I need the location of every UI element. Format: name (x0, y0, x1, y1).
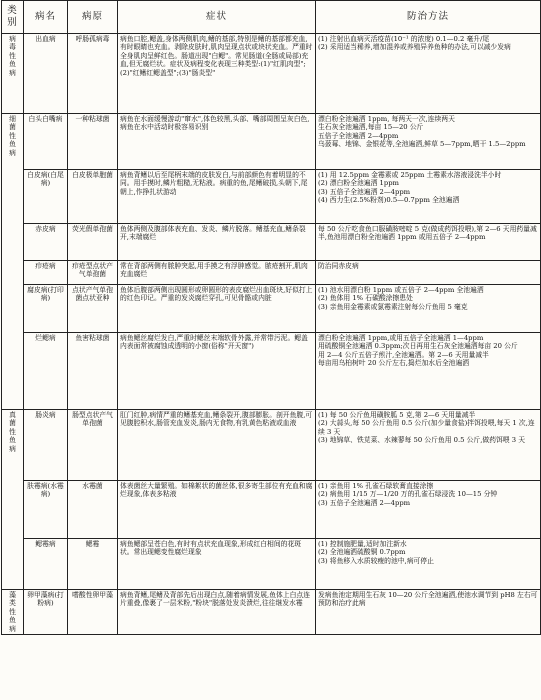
table-row (2, 224, 541, 261)
treatment (316, 34, 541, 114)
pathogen: 呼肠孤病毒 (68, 34, 118, 114)
treatment (316, 285, 541, 333)
treatment (316, 410, 541, 481)
symptoms: 病鱼背鳍,尾鳍及背部先后出现白点,随着病情发展,鱼体上白点连片重叠,像裹了一层米粉,"粉块"脱落处发炎溃烂,往往继发水霉 (118, 590, 316, 635)
table-row (2, 170, 541, 224)
treatment-step: (2) 大蒜头,每 50 公斤鱼用 0.5 公斤(加少量食盐)拌饵投喂,每天 1 次,连续 3 天 (318, 419, 535, 436)
disease-name: 肤霉病(水霉病) (24, 481, 68, 539)
treatment-step: (3) 五倍子全池遍洒 2—4ppm (318, 187, 411, 196)
table-row (2, 285, 541, 333)
category-cell (2, 114, 24, 410)
treatment-step: (3) 五倍子全池遍洒 2—4ppm (318, 498, 411, 507)
table-body (2, 34, 541, 635)
treatment-step: 乌蔹莓、地锦、金银花等,全池遍洒,鲜草 5—7ppm,晒干 1.5—2ppm (318, 140, 526, 149)
table-row (2, 410, 541, 481)
treatment-step: 漂白粉全池遍洒 1ppm,或用五倍子全池遍洒 1—4ppm (318, 334, 484, 342)
treatment-step: (3) 将鱼移入水质较瘦的池中,病可停止 (318, 556, 434, 565)
symptoms: 病鱼鳃部呈苍白色,有时有点状充血现象,形成红白相间的花斑状。常出现鳃变性腐烂现象 (118, 539, 316, 590)
pathogen: 嗜酸性卵甲藻 (68, 590, 118, 635)
symptoms: 病鱼鳃丝腐烂发白,严重时鳃丝末端软骨外露,并常带污泥。鳃盖内表面常被腐蚀成透明的小窗(俗称"开天窗") (118, 333, 316, 410)
disease-name: 出血病 (24, 34, 68, 114)
disease-name: 疖疮病 (24, 261, 68, 285)
table-row (2, 333, 541, 410)
pathogen: 鳃霉 (68, 539, 118, 590)
symptoms: 肛门红肿,病情严重的鳍基充血,鳍条裂开,腹部膨胀。剖开鱼腹,可见腹腔积水,肠管充血发炎,肠内无食物,有乳黄色粘液或血液 (118, 410, 316, 481)
symptoms: 病鱼在水面缓慢游动"窜水",体色较黑,头部、嘴部周围呈灰白色,病鱼在水中活动时极容易识别 (118, 114, 316, 170)
disease-name: 腐皮病(打印病) (24, 285, 68, 333)
treatment-step: (2) 全池遍洒硫酸铜 0.7ppm (318, 548, 406, 557)
treatment-step: 用硫酸铜全池遍洒 0.3ppm;次日再用生石灰全池遍洒每亩 20 公斤 (318, 342, 518, 351)
header-symptoms: 症状 (118, 1, 316, 34)
disease-name: 鳃霉病 (24, 539, 68, 590)
pathogen: 一种粘球菌 (68, 114, 118, 170)
header-row (2, 1, 541, 34)
treatment-step: (1) 每 50 公斤鱼用磺胺胍 5 克,第 2—6 天用量减半 (318, 411, 476, 419)
disease-name: 白皮病(白尾病) (24, 170, 68, 224)
treatment-step: (1) 用 12.5ppm 金霉素或 25ppm 土霉素水溶液浸洗半小时 (318, 171, 502, 179)
treatment-step: (2) 病鱼用 1/15 万—1/20 万的孔雀石绿浸洗 10—15 分钟 (318, 490, 498, 499)
treatment-step: 发病鱼池定期用生石灰 10—20 公斤全池遍洒,使池水调节到 pH8 左右可预防和治疗此病 (318, 591, 538, 608)
table-row (2, 261, 541, 285)
symptoms: 体表菌丝大量繁殖。如棉絮状的菌丝体,很多寄生部位有充血和腐烂现象,体表多粘液 (118, 481, 316, 539)
treatment-step: 每 50 公斤吃食鱼口服磺胺嘧啶 5 克(做成药饵投喂),第 2—6 天用药量减半,鱼池用漂白粉全池遍洒 1ppm 或用五倍子 2—4ppm (318, 225, 537, 242)
treatment-step: 防治同赤皮病 (318, 262, 359, 270)
treatment (316, 481, 541, 539)
treatment (316, 170, 541, 224)
treatment-step: (4) 西力生(2.5%粉剂)0.5—0.7ppm 全池遍洒 (318, 196, 460, 205)
treatment-step: (2) 鱼体用 1% 石碳酸涂擦患处 (318, 294, 413, 303)
pathogen: 荧光假单孢菌 (68, 224, 118, 261)
table-row (2, 590, 541, 635)
pathogen: 疖疮型点状产气单孢菌 (68, 261, 118, 285)
symptoms: 常在背部两侧有脓肿突起,用手摸之有浮肿感觉。脓疮割开,肌肉充血腐烂 (118, 261, 316, 285)
treatment-step: (2) 漂白粉全池遍洒 1ppm (318, 179, 399, 188)
pathogen: 鱼害粘球菌 (68, 333, 118, 410)
symptoms: 鱼体后腹部两侧出现圆形或卵圆形的表皮腐烂出血斑块,好似打上的红色印记。严重的发炎腐烂穿孔,可见骨骼或内脏 (118, 285, 316, 333)
header-category: 类别 (2, 1, 24, 34)
table-row (2, 34, 541, 114)
table-row (2, 481, 541, 539)
disease-name: 肠炎病 (24, 410, 68, 481)
disease-name: 卵甲藻病(打粉病) (24, 590, 68, 635)
category-cell (2, 410, 24, 590)
disease-table (1, 0, 541, 635)
treatment (316, 333, 541, 410)
treatment-step: (1) 控制施肥量,适时加注新水 (318, 540, 407, 548)
treatment (316, 224, 541, 261)
table-row (2, 114, 541, 170)
pathogen: 白皮极单胞菌 (68, 170, 118, 224)
treatment-step: 用 2—4 公斤五倍子煎汁,全池遍洒。第 2—6 天用量减半 (318, 350, 489, 359)
symptoms: 病鱼口腔,鳃盖,身体两侧肌肉,鳍的基部,特别是鳍的基部都充血,有时眼睛也充血。剥除皮肤时,肌肉呈现点状或块状充血。严重时全身肌肉呈鲜红色。肠道出现"白鳃"。常见肠道(全肠或局部)充血,但无腐烂状。症状及病程变化表现三种类型:(1)"红肌肉型";(2)"红鳍红鳃盖型";(3)"肠炎型" (118, 34, 316, 114)
treatment-step: (1) 池水用漂白粉 1ppm 或五倍子 2—4ppm 全池遍洒 (318, 286, 484, 294)
disease-name: 白头白嘴病 (24, 114, 68, 170)
treatment-step: (3) 地锦草、铁苋菜、水辣蓼每 50 公斤鱼用 0.5 公斤,做药饵喂 3 天 (318, 436, 526, 445)
pathogen: 肠型点状产气单孢菌 (68, 410, 118, 481)
header-cause: 病原 (68, 1, 118, 34)
category-cell (2, 34, 24, 114)
category-label: 细菌性鱼病 (9, 115, 16, 157)
treatment (316, 114, 541, 170)
category-cell (2, 590, 24, 635)
category-label: 真菌性鱼病 (9, 411, 16, 453)
symptoms: 鱼体两侧及腹部体表充血、发炎、鳞片脱落。鳍基充血,鳍条裂开,末端腐烂 (118, 224, 316, 261)
treatment (316, 539, 541, 590)
header-name: 病名 (24, 1, 68, 34)
treatment-step: 生石灰全池遍洒,每亩 15—20 公斤 (318, 123, 424, 132)
pathogen: 水霉菌 (68, 481, 118, 539)
disease-name: 赤皮病 (24, 224, 68, 261)
treatment (316, 261, 541, 285)
treatment-step: 每亩用乌桕树叶 20 公斤左右,捣烂加水后全池遍洒 (318, 359, 470, 368)
treatment-step: 五倍子全池遍洒 2—4ppm (318, 131, 399, 140)
treatment (316, 590, 541, 635)
treatment-step: 漂白粉全池遍洒 1ppm, 每两天一次,连续两天 (318, 115, 455, 123)
category-label: 藻类性鱼病 (9, 591, 16, 633)
symptoms: 病鱼背鳍以后至尾柄末端的皮肤发白,与前部颜色有着明显的不同。用手摸时,鳞片粗糙,无粘液。病重的鱼,尾鳍破损,头朝下,尾朝上,作挣扎状游动 (118, 170, 316, 224)
treatment-step: (1) 注射出血病灭活疫苗(10⁻¹ 的浓度) 0.1—0.2 毫升/尾 (318, 35, 490, 43)
table-row (2, 539, 541, 590)
treatment-step: (2) 采用适当稀养,增加混养或养殖异养鱼种的办法,可以减少发病 (318, 43, 511, 52)
treatment-step: (1) 亲鱼用 1% 孔雀石绿软膏直接涂擦 (318, 482, 434, 490)
category-label: 病毒性鱼病 (9, 35, 16, 77)
treatment-step: (3) 亲鱼用金霉素或氯霉素注射每公斤鱼用 5 毫克 (318, 302, 468, 311)
header-treatment: 防治方法 (316, 1, 541, 34)
disease-name: 烂鳃病 (24, 333, 68, 410)
pathogen: 点状产气单孢菌点状亚种 (68, 285, 118, 333)
